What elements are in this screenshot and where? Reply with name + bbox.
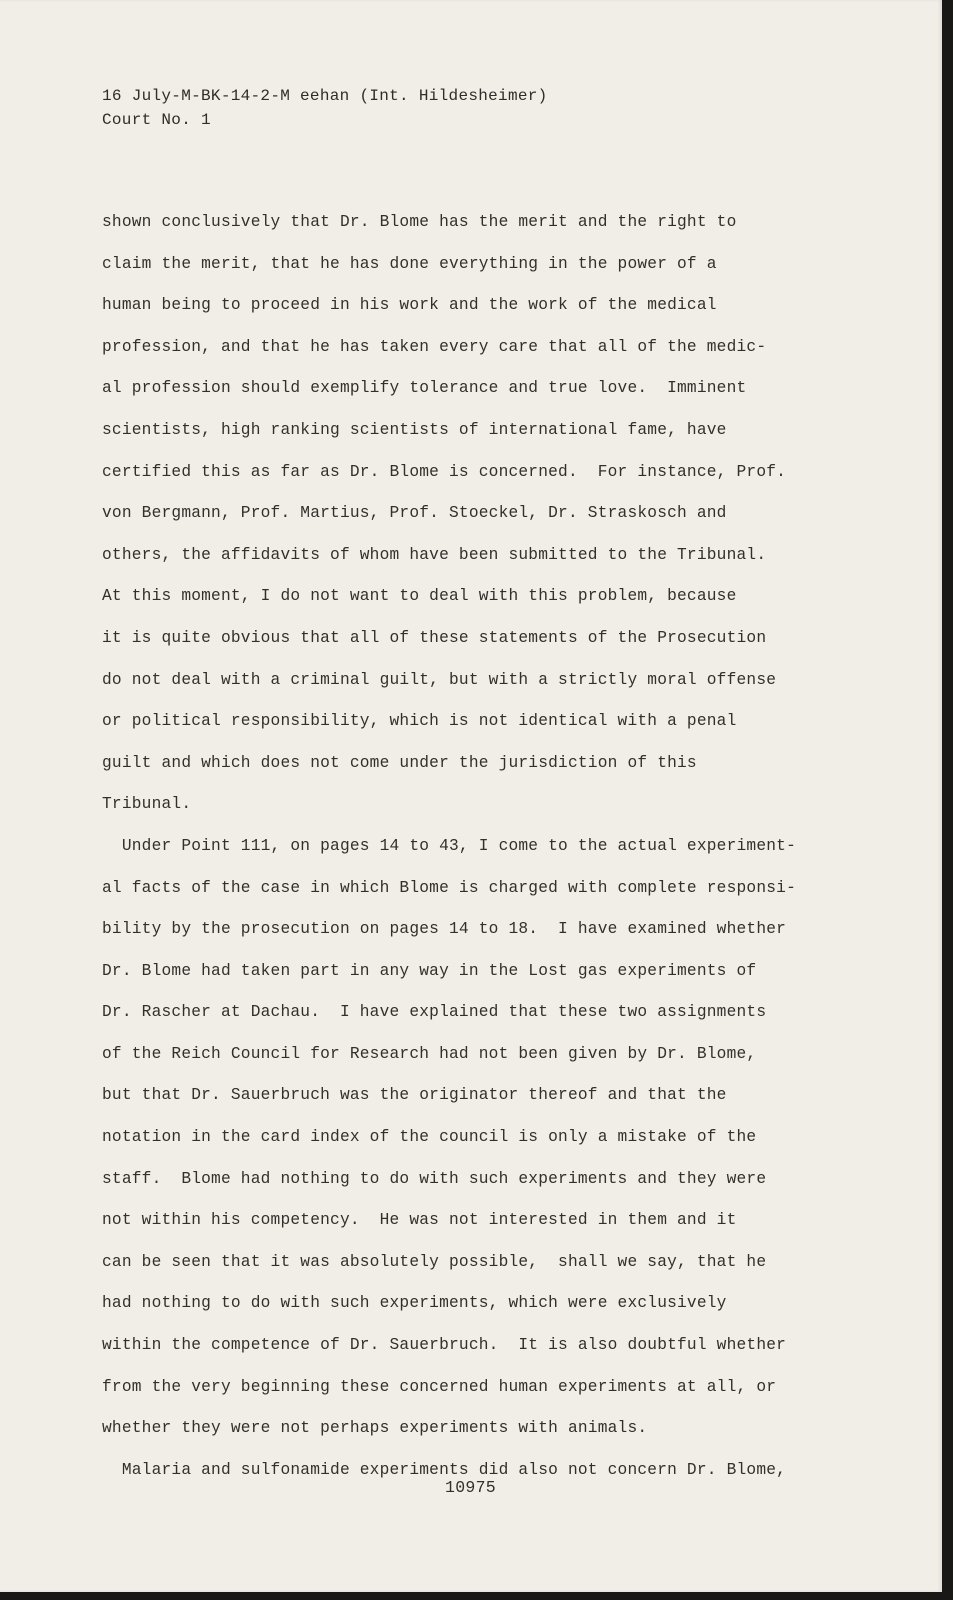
text-line: but that Dr. Sauerbruch was the originator thereof and that the bbox=[102, 1086, 727, 1105]
text-line: of the Reich Council for Research had not been given by Dr. Blome, bbox=[102, 1044, 757, 1063]
text-line: al facts of the case in which Blome is charged with complete responsi- bbox=[102, 878, 796, 897]
text-line: not within his competency. He was not interested in them and it bbox=[102, 1211, 737, 1230]
text-line: can be seen that it was absolutely possible, shall we say, that he bbox=[102, 1252, 767, 1271]
text-line: human being to proceed in his work and the work of the medical bbox=[102, 296, 717, 315]
text-line: bility by the prosecution on pages 14 to 18. I have examined whether bbox=[102, 920, 787, 939]
text-line: it is quite obvious that all of these statements of the Prosecution bbox=[102, 628, 767, 647]
text-line: von Bergmann, Prof. Martius, Prof. Stoeckel, Dr. Straskosch and bbox=[102, 504, 727, 523]
text-line: others, the affidavits of whom have been submitted to the Tribunal. bbox=[102, 545, 767, 564]
text-line: Under Point 111, on pages 14 to 43, I come to the actual experiment- bbox=[102, 836, 796, 855]
text-line: within the competence of Dr. Sauerbruch. It is also doubtful whether bbox=[102, 1336, 787, 1355]
text-line: Dr. Blome had taken part in any way in the Lost gas experiments of bbox=[102, 961, 757, 980]
text-line: had nothing to do with such experiments, which were exclusively bbox=[102, 1294, 727, 1313]
text-line: scientists, high ranking scientists of international fame, have bbox=[102, 420, 727, 439]
text-line: profession, and that he has taken every care that all of the medic- bbox=[102, 337, 767, 356]
text-line: guilt and which does not come under the jurisdiction of this bbox=[102, 753, 697, 772]
text-line: certified this as far as Dr. Blome is concerned. For instance, Prof. bbox=[102, 462, 787, 481]
text-line: al profession should exemplify tolerance and true love. Imminent bbox=[102, 379, 747, 398]
page-number: 10975 bbox=[445, 1478, 497, 1497]
text-line: Malaria and sulfonamide experiments did also not concern Dr. Blome, bbox=[102, 1460, 787, 1479]
text-line: shown conclusively that Dr. Blome has the merit and the right to bbox=[102, 213, 737, 231]
text-line: from the very beginning these concerned human experiments at all, or bbox=[102, 1377, 777, 1396]
text-line: or political responsibility, which is not identical with a penal bbox=[102, 712, 737, 731]
header-session-line: 16 July-M-BK-14-2-M eehan (Int. Hildesheimer) bbox=[102, 87, 548, 105]
text-line: Dr. Rascher at Dachau. I have explained that these two assignments bbox=[102, 1003, 767, 1022]
text-line: claim the merit, that he has done everything in the power of a bbox=[102, 254, 717, 273]
text-line: do not deal with a criminal guilt, but with a strictly moral offense bbox=[102, 670, 777, 689]
text-line: staff. Blome had nothing to do with such experiments and they were bbox=[102, 1169, 767, 1188]
page-header bbox=[102, 84, 548, 132]
text-line: notation in the card index of the council is only a mistake of the bbox=[102, 1128, 757, 1147]
transcript-body bbox=[102, 202, 832, 1491]
header-court-line: Court No. 1 bbox=[102, 111, 211, 129]
text-line: whether they were not perhaps experiments with animals. bbox=[102, 1419, 648, 1438]
text-line: Tribunal. bbox=[102, 795, 192, 814]
text-line: At this moment, I do not want to deal with this problem, because bbox=[102, 587, 737, 606]
